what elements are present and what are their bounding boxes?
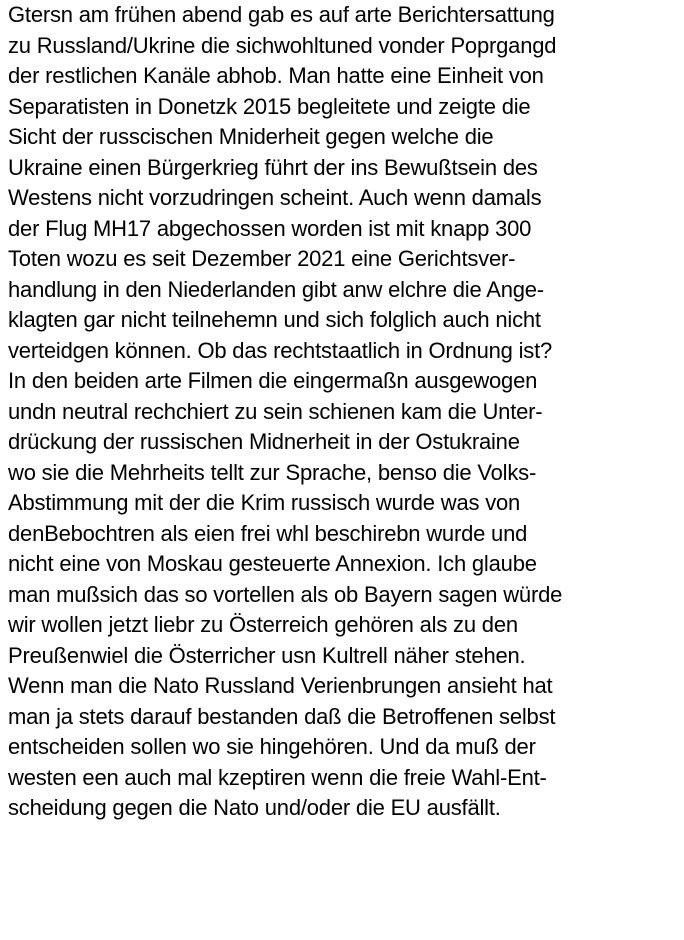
- text-line: denBebochtren als eien frei whl beschirebn wurde und: [8, 520, 528, 546]
- text-line: Wenn man die Nato Russland Verienbrungen ansieht hat: [8, 673, 553, 698]
- text-line: man ja stets darauf bestanden daß die Betroffenen selbst: [8, 703, 556, 729]
- text-line: Gtersn am frühen abend gab es auf arte Berichtersattung: [8, 2, 555, 27]
- body-text: [8, 0, 678, 824]
- text-line: klagten gar nicht teilnehemn und sich folglich auch nicht: [8, 307, 541, 332]
- text-line: undn neutral rechchiert zu sein schienen kam die Unter-: [8, 398, 543, 424]
- text-line: man mußsich das so vortellen als ob Bayern sagen würde: [8, 581, 563, 607]
- text-line: nicht eine von Moskau gesteuerte Annexion. Ich glaube: [8, 551, 537, 576]
- text-line: Ukraine einen Bürgerkrieg führt der ins Bewußtsein des: [8, 154, 538, 180]
- text-line: verteidgen können. Ob das rechtstaatlich in Ordnung ist?: [8, 337, 553, 363]
- text-line: westen een auch mal kzeptiren wenn die freie Wahl-Ent-: [8, 764, 547, 790]
- text-line: In den beiden arte Filmen die eingermaßn ausgewogen: [8, 368, 538, 393]
- text-line: wo sie die Mehrheits tellt zur Sprache, benso die Volks-: [8, 459, 537, 485]
- text-line: Sicht der russcischen Mniderheit gegen welche die: [8, 124, 494, 149]
- text-line: Abstimmung mit der die Krim russisch wurde was von: [8, 490, 521, 515]
- text-line: handlung in den Niederlanden gibt anw elchre die Ange-: [8, 276, 544, 302]
- text-line: Toten wozu es seit Dezember 2021 eine Gerichtsver-: [8, 246, 516, 271]
- text-line: scheidung gegen die Nato und/oder die EU ausfällt.: [8, 795, 501, 820]
- text-line: der restlichen Kanäle abhob. Man hatte eine Einheit von: [8, 63, 544, 88]
- text-line: drückung der russischen Midnerheit in der Ostukraine: [8, 429, 520, 454]
- text-line: der Flug MH17 abgechossen worden ist mit knapp 300: [8, 215, 532, 241]
- text-line: entscheiden sollen wo sie hingehören. Und da muß der: [8, 734, 536, 759]
- text-line: zu Russland/Ukrine die sichwohltuned vonder Poprgangd: [8, 32, 557, 58]
- text-line: Separatisten in Donetzk 2015 begleitete und zeigte die: [8, 93, 531, 119]
- text-line: wir wollen jetzt liebr zu Österreich gehören als zu den: [8, 612, 518, 637]
- text-line: Westens nicht vorzudringen scheint. Auch wenn damals: [8, 185, 542, 210]
- text-line: Preußenwiel die Österricher usn Kultrell näher stehen.: [8, 642, 526, 668]
